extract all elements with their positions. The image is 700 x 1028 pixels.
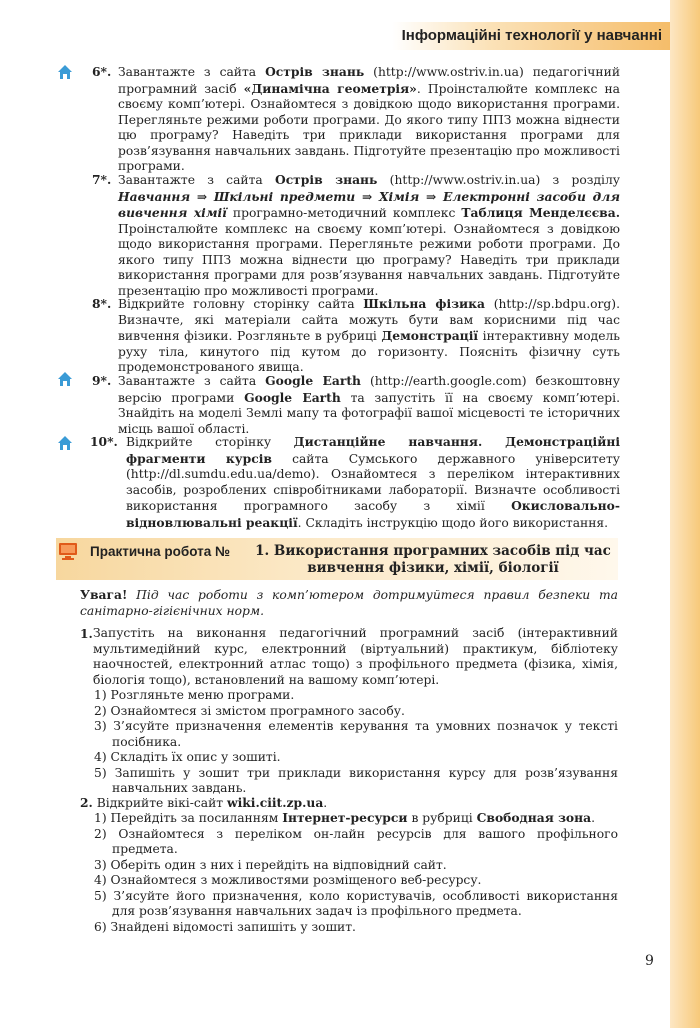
home-icon bbox=[57, 435, 73, 451]
running-header: Інформаційні технології у навчанні bbox=[401, 27, 662, 44]
step-text: Запустіть на виконання педагогічний програмний засіб (інтерактивний мультимедійний курс, електронний (віртуальний) практикум, бібліотеку наочностей, електронний атлас тощо) з профільного предмета (фізика, хімія, біологія тощо), встановлений на вашому комп’ютері. bbox=[93, 626, 618, 687]
task-number: 7*. bbox=[92, 172, 112, 187]
task-text: Відкрийте головну сторінку сайта Шкільна фізика (http://sp.bdpu.org). Визначте, які матеріали сайта можуть бути вам корисними під час вивчення фізики. Розгляньте в рубриці Демонстрації інтерактивну модель руху тіла, кинутого під кутом до горизонту. Поясніть фізичну суть продемонстрованого явища. bbox=[118, 296, 621, 374]
page-edge-decoration bbox=[670, 0, 700, 1028]
substep: 2) Ознайомтеся зі змістом програмного засобу. bbox=[94, 703, 405, 718]
task-text: Відкрийте сторінку Дистанційне навчання. Демонстраційні фрагменти курсів сайта Сумського державного університету (http://dl.sumdu.edu.ua/demo). Ознайомтеся з переліком інтерактивних засобів, розроблених співробітниками лабораторії. Визначте особливості використання програмного засобу з хімії Окисловально-відновлювальні реакції. Складіть інструкцію щодо його використання. bbox=[126, 434, 621, 530]
substep: 4) Складіть їх опис у зошиті. bbox=[94, 750, 281, 764]
step-text: Відкрийте вікі-сайт bbox=[96, 796, 227, 810]
task-number: 10*. bbox=[90, 434, 118, 449]
page-number: 9 bbox=[645, 953, 654, 969]
task-7 bbox=[92, 172, 620, 299]
task-9 bbox=[92, 373, 620, 437]
step-1-substeps bbox=[94, 688, 618, 797]
step-number: 1. bbox=[80, 626, 93, 641]
task-text: Завантажте з сайта Острів знань (http://www.ostriv.in.ua) педагогічний програмний засіб «Динамічна геометрія». Проінсталюйте комплекс на своєму комп’ютері. Ознайомтеся з довідкою щодо використання програми. Перегляньте режими роботи програми. До якого типу ППЗ можна віднести цю програму? Наведіть три приклади використання програми для розв’язування навчальних завдань. Підготуйте презентацію про можливості програми. bbox=[118, 64, 621, 173]
substep: 1) Перейдіть за посиланням Інтернет-ресурси в рубриці Свободная зона. bbox=[94, 810, 596, 825]
monitor-icon bbox=[58, 541, 78, 561]
task-number: 9*. bbox=[92, 373, 112, 388]
task-10 bbox=[92, 434, 620, 531]
practical-work-title: 1. Використання програмних засобів під час вивчення фізики, хімії, біології bbox=[255, 543, 611, 576]
practical-work-label: Практична робота № bbox=[90, 544, 231, 559]
step-number: 2. bbox=[80, 795, 93, 810]
substep: 5) З’ясуйте його призначення, коло користувачів, особливості використання для розв’язування навчальних задач із профільного предмета. bbox=[94, 888, 618, 918]
substep: 3) З’ясуйте призначення елементів керування та умовних позначок у тексті посібника. bbox=[94, 719, 618, 749]
home-icon bbox=[57, 64, 73, 80]
warning-lead: Увага! bbox=[80, 587, 128, 602]
task-6 bbox=[92, 64, 620, 175]
task-8 bbox=[92, 296, 620, 376]
task-text: Завантажте з сайта Острів знань (http://www.ostriv.in.ua) з розділу Навчання ⇒ Шкільні предмети ⇒ Хімія ⇒ Електронні засоби для вивчення хімії програмно-методичний комплекс Таблиця Менделєєва. Проінсталюйте комплекс на своєму комп’ютері. Ознайомтеся з довідкою щодо використання програми. Перегляньте режими роботи програми. До якого типу ППЗ можна віднести цю програму? Наведіть три приклади використання програми для розв’язування навчальних завдань. Підготуйте презентацію про можливості програми. bbox=[118, 172, 620, 298]
task-text: Завантажте з сайта Google Earth (http://earth.google.com) безкоштовну версію програми Google Earth та запустіть її на своєму комп’ютері. Знайдіть на моделі Землі мапу та фотографії вашої місцевості те історичних місць вашої області. bbox=[118, 373, 620, 436]
task-number: 6*. bbox=[92, 64, 112, 79]
home-icon bbox=[57, 371, 73, 387]
substep: 6) Знайдені відомості запишіть у зошит. bbox=[94, 919, 356, 934]
safety-warning bbox=[80, 587, 618, 619]
substep: 1) Розгляньте меню програми. bbox=[94, 688, 295, 702]
wiki-site-link: wiki.ciit.zp.ua bbox=[227, 795, 324, 810]
substep: 2) Ознайомтеся з переліком он-лайн ресурсів для вашого профільного предмета. bbox=[94, 826, 618, 856]
step-text-end: . bbox=[323, 796, 328, 810]
step-1 bbox=[80, 626, 618, 688]
substep: 3) Оберіть один з них і перейдіть на відповідний сайт. bbox=[94, 857, 447, 872]
step-2-substeps bbox=[94, 810, 618, 935]
task-number: 8*. bbox=[92, 296, 112, 311]
substep: 5) Запишіть у зошит три приклади використання курсу для розв’язування навчальних завдань. bbox=[94, 765, 618, 795]
substep: 4) Ознайомтеся з можливостями розміщеного веб-ресурсу. bbox=[94, 873, 482, 887]
warning-text: Під час роботи з комп’ютером дотримуйтеся правил безпеки та санітарно-гігієнічних норм. bbox=[80, 588, 618, 618]
